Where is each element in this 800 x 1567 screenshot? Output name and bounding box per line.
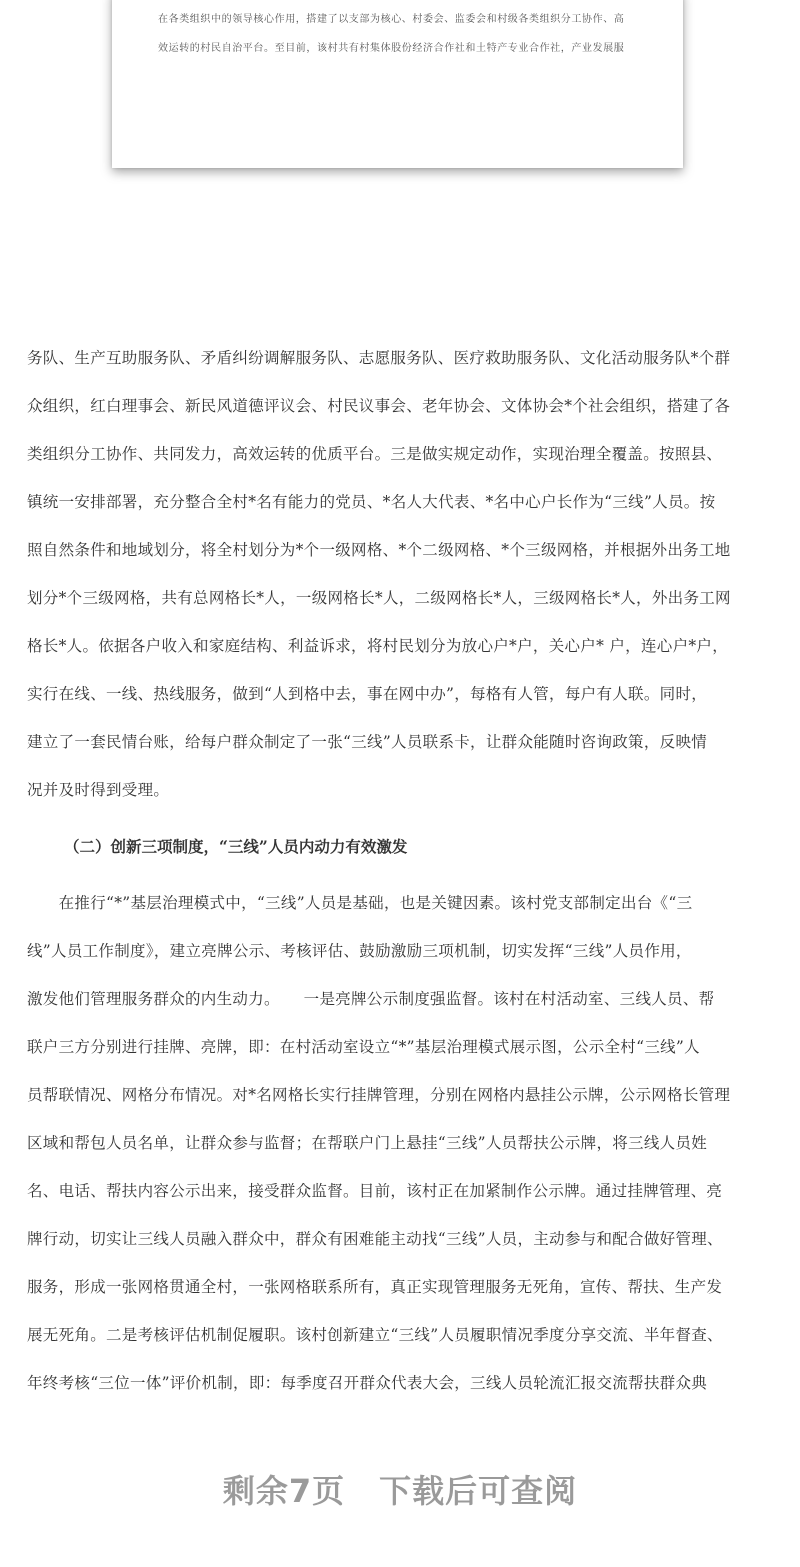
- paragraph-line: 牌行动，切实让三线人员融入群众中，群众有困难能主动找“三线”人员，主动参与和配合做好管理、: [27, 1230, 723, 1248]
- page-preview-card: [112, 0, 683, 168]
- paragraph-line: 众组织，红白理事会、新民风道德评议会、村民议事会、老年协会、文体协会*个社会组织，搭建了各: [27, 397, 731, 415]
- paragraph-line: 务队、生产互助服务队、矛盾纠纷调解服务队、志愿服务队、医疗救助服务队、文化活动服务队*个群: [27, 349, 731, 367]
- remaining-pages-label: 剩余7页: [222, 1472, 346, 1510]
- paragraph-line: 况并及时得到受理。: [27, 781, 170, 799]
- paragraph-line: 照自然条件和地域划分，将全村划分为*个一级网格、*个二级网格、*个三级网格，并根据外出务工地: [27, 541, 731, 559]
- paragraph-line: 类组织分工协作、共同发力，高效运转的优质平台。三是做实规定动作，实现治理全覆盖。按照县、: [27, 445, 723, 463]
- paragraph-line: 格长*人。依据各户收入和家庭结构、利益诉求，将村民划分为放心户*户，关心户* 户，连心户*户，: [27, 637, 729, 655]
- section-heading: （二）创新三项制度，“三线”人员内动力有效激发: [64, 837, 408, 856]
- download-to-view-label[interactable]: 下载后可查阅: [379, 1472, 578, 1510]
- paragraph-line: 服务，形成一张网格贯通全村，一张网格联系所有，真正实现管理服务无死角，宣传、帮扶、生产发: [27, 1278, 723, 1296]
- paragraph-line: 联户三方分别进行挂牌、亮牌，即：在村活动室设立“*”基层治理模式展示图，公示全村“三线”人: [27, 1038, 700, 1056]
- paragraph-line: 镇统一安排部署，充分整合全村*名有能力的党员、*名人大代表、*名中心户长作为“三线”人员。按: [27, 493, 716, 511]
- paragraph-line: 实行在线、一线、热线服务，做到“人到格中去，事在网中办”，每格有人管，每户有人联。同时，: [27, 685, 708, 703]
- paragraph-line: 员帮联情况、网格分布情况。对*名网格长实行挂牌管理，分别在网格内悬挂公示牌，公示网格长管理: [27, 1086, 731, 1104]
- paragraph-line: 年终考核“三位一体”评价机制，即：每季度召开群众代表大会，三线人员轮流汇报交流帮扶群众典: [27, 1374, 708, 1392]
- paragraph-line: 区域和帮包人员名单，让群众参与监督；在帮联户门上悬挂“三线”人员帮扶公示牌，将三线人员姓: [27, 1134, 708, 1152]
- download-prompt[interactable]: [0, 1466, 800, 1512]
- paragraph-line: 线”人员工作制度》，建立亮牌公示、考核评估、鼓励激励三项机制，切实发挥“三线”人员作用，: [27, 942, 692, 960]
- paragraph-line: 名、电话、帮扶内容公示出来，接受群众监督。目前，该村正在加紧制作公示牌。通过挂牌管理、亮: [27, 1182, 723, 1200]
- paragraph-line: 在推行“*”基层治理模式中，“三线”人员是基础，也是关键因素。该村党支部制定出台《“三: [27, 894, 693, 912]
- preview-text-line: 效运转的村民自治平台。至目前，该村共有村集体股份经济合作社和土特产专业合作社，产业发展服: [158, 43, 625, 54]
- paragraph-line: 激发他们管理服务群众的内生动力。 一是亮牌公示制度强监督。该村在村活动室、三线人员、帮: [27, 990, 715, 1008]
- paragraph-line: 展无死角。二是考核评估机制促履职。该村创新建立“三线”人员履职情况季度分享交流、半年督查、: [27, 1326, 723, 1344]
- paragraph-line: 建立了一套民情台账，给每户群众制定了一张“三线”人员联系卡，让群众能随时咨询政策，反映情: [27, 733, 708, 751]
- preview-text-line: 在各类组织中的领导核心作用，搭建了以支部为核心、村委会、监委会和村级各类组织分工协作、高: [158, 14, 625, 25]
- paragraph-line: 划分*个三级网格，共有总网格长*人，一级网格长*人，二级网格长*人，三级网格长*人，外出务工网: [27, 589, 731, 607]
